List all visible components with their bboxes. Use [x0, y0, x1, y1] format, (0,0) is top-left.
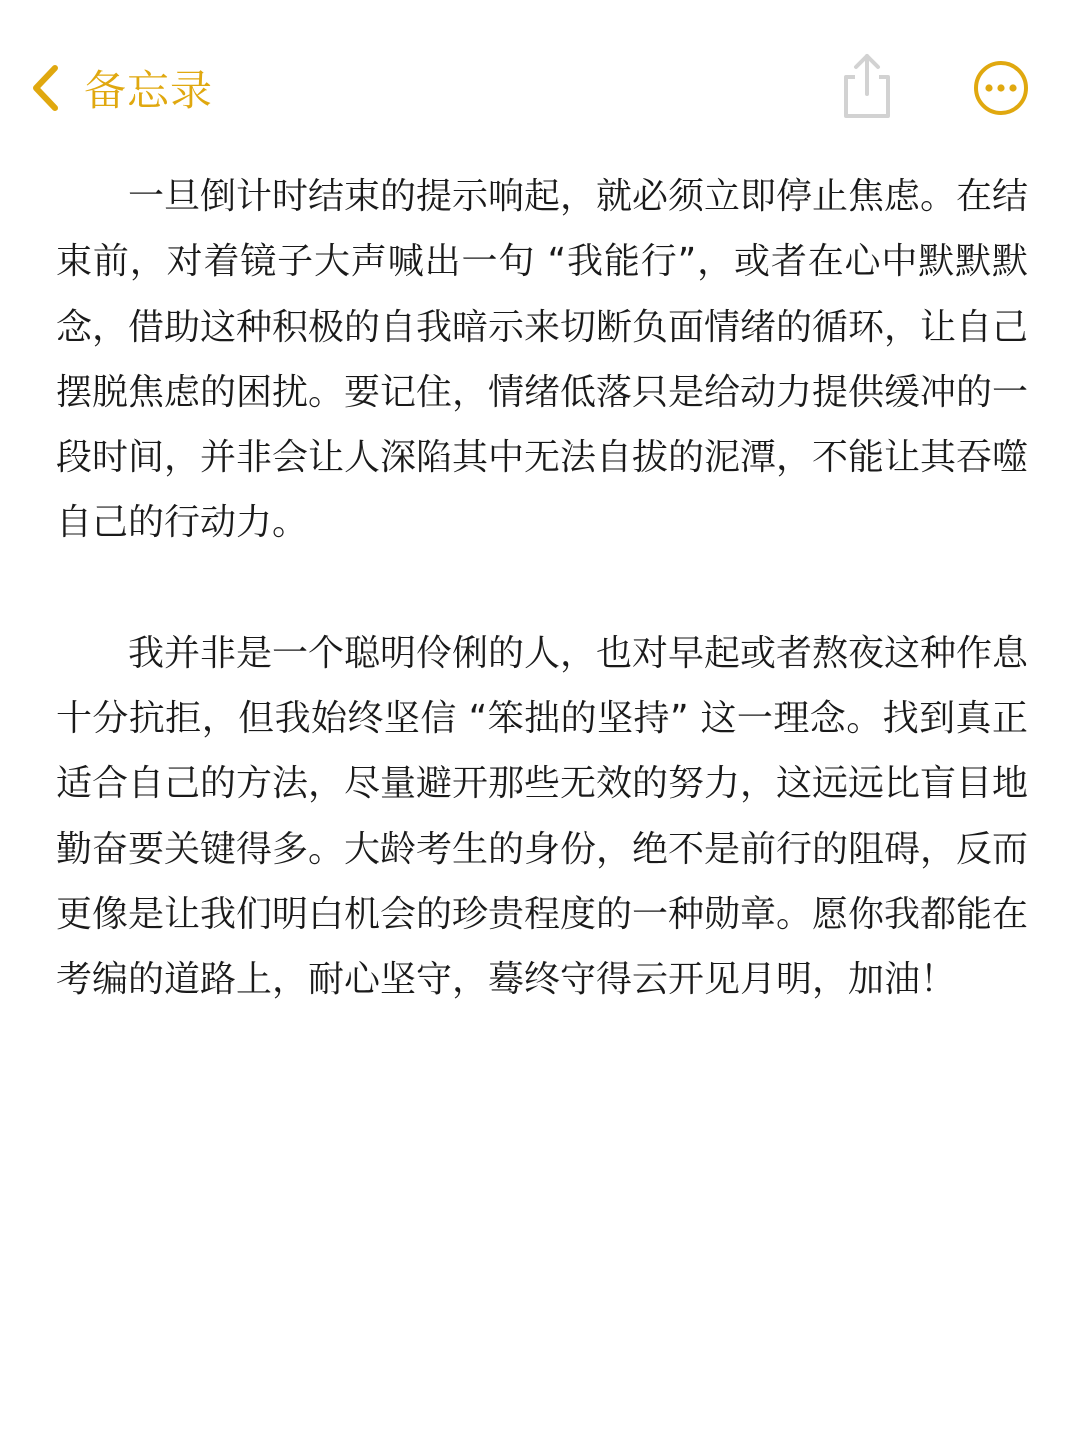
- back-button[interactable]: [28, 58, 213, 118]
- note-body[interactable]: [56, 164, 1028, 1013]
- note-paragraph: 一旦倒计时结束的提示响起，就必须立即停止焦虑。在结束前，对着镜子大声喊出一句 “我能行”，或者在心中默默默念，借助这种积极的自我暗示来切断负面情绪的循环，让自己摆脱焦虑的困扰。要记住，情绪低落只是给动力提供缓冲的一段时间，并非会让人深陷其中无法自拔的泥潭，不能让其吞噬自己的行动力。: [56, 176, 1029, 544]
- more-ellipsis-icon: [972, 59, 1030, 117]
- note-paragraph: 我并非是一个聪明伶俐的人，也对早起或者熬夜这种作息十分抗拒，但我始终坚信 “笨拙的坚持” 这一理念。找到真正适合自己的方法，尽量避开那些无效的努力，这远远比盲目地勤奋要关键得多。大龄考生的身份，绝不是前行的阻碍，反而更像是让我们明白机会的珍贵程度的一种勋章。愿你我都能在考编的道路上，耐心坚守，蓦终守得云开见月明，加油！: [56, 632, 1029, 1001]
- more-button[interactable]: [972, 59, 1030, 117]
- chevron-left-icon: [28, 63, 62, 113]
- back-label: 备忘录: [84, 66, 214, 115]
- share-button[interactable]: [838, 50, 896, 120]
- share-icon: [838, 50, 896, 120]
- navigation-bar: [0, 0, 1080, 170]
